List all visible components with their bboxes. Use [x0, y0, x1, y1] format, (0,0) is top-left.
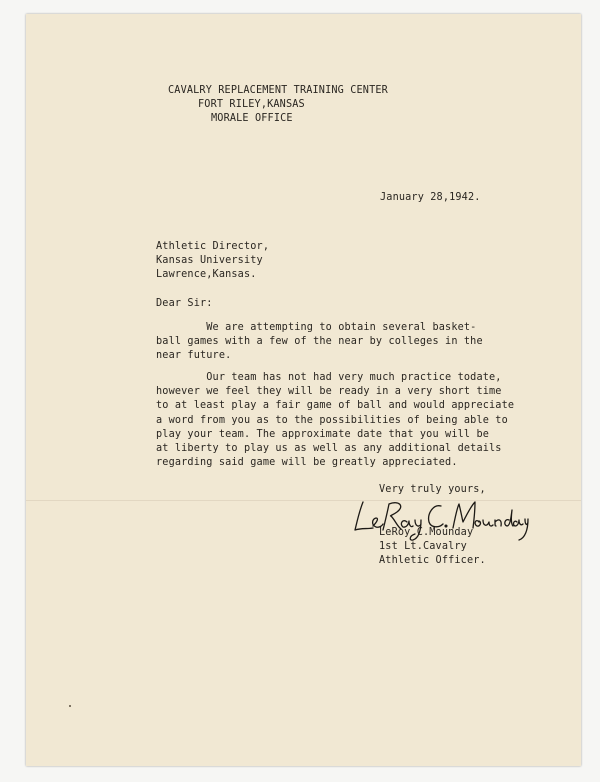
- salutation: Dear Sir:: [156, 298, 213, 309]
- letter-date: January 28,1942.: [380, 192, 481, 203]
- recipient-line-2: Kansas University: [156, 255, 263, 266]
- letterhead-line-2: FORT RILEY,KANSAS: [198, 99, 305, 110]
- signer-title: Athletic Officer.: [379, 555, 486, 566]
- closing: Very truly yours,: [379, 484, 486, 495]
- body-paragraph-2: Our team has not had very much practice todate, however we feel they will be ready in a very short time to at least play a fair game of ball and would appreciate a word from you as to the possibilities of being able to play your team. The approximate date that you will be at liberty to play us as well as any additional details regarding said game will be greatly appreciated.: [156, 372, 515, 469]
- signer-rank: 1st Lt.Cavalry: [379, 541, 467, 552]
- handwritten-signature: [349, 488, 529, 544]
- letter-page: [26, 14, 581, 766]
- recipient-line-1: Athletic Director,: [156, 241, 270, 252]
- paper-speck: [69, 705, 71, 707]
- recipient-line-3: Lawrence,Kansas.: [156, 269, 257, 280]
- letterhead-line-3: MORALE OFFICE: [211, 113, 293, 124]
- letterhead-line-1: CAVALRY REPLACEMENT TRAINING CENTER: [168, 85, 388, 96]
- body-paragraph-1: We are attempting to obtain several basket- ball games with a few of the near by colleges in the near future.: [156, 322, 483, 362]
- signer-name: LeRoy C.Mounday: [379, 527, 474, 538]
